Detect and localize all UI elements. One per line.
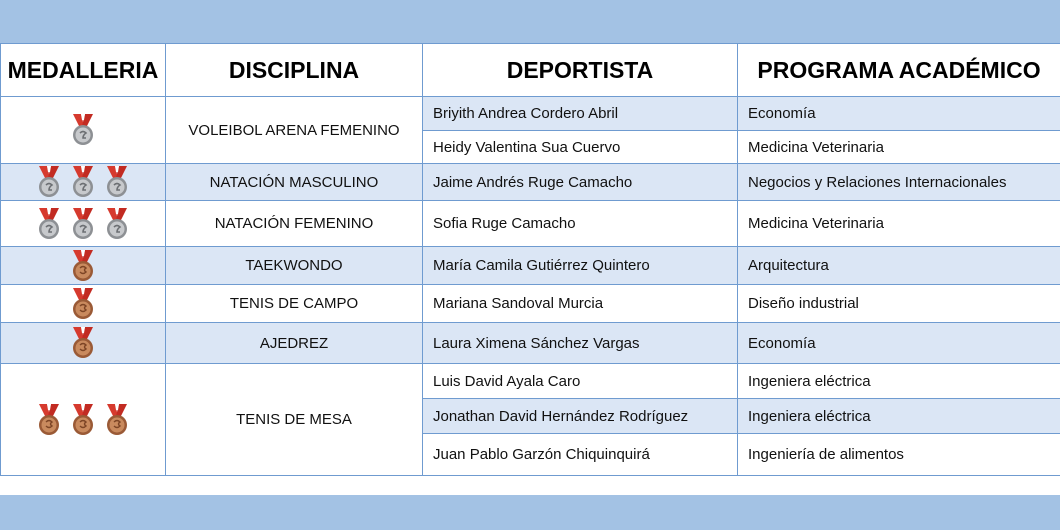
athlete-cell: Mariana Sandoval Murcia	[423, 285, 738, 323]
medal-cell	[1, 323, 166, 364]
table-row	[1, 364, 1060, 399]
discipline-cell: AJEDREZ	[166, 323, 423, 364]
silver-medal-icon	[36, 208, 62, 240]
table-row	[1, 97, 1060, 131]
discipline-cell: TAEKWONDO	[166, 247, 423, 285]
bronze-medal-icon	[70, 404, 96, 436]
bronze-medal-icon	[70, 288, 96, 320]
athlete-cell: Laura Ximena Sánchez Vargas	[423, 323, 738, 364]
table-row	[1, 164, 1060, 201]
athlete-cell: Sofia Ruge Camacho	[423, 201, 738, 247]
discipline-cell: NATACIÓN FEMENINO	[166, 201, 423, 247]
athlete-cell: Heidy Valentina Sua Cuervo	[423, 131, 738, 164]
bronze-medal-icon	[70, 327, 96, 359]
medal-cell	[1, 201, 166, 247]
table-row	[1, 247, 1060, 285]
discipline-cell: TENIS DE MESA	[166, 364, 423, 476]
medal-cell	[1, 97, 166, 164]
medal-cell	[1, 364, 166, 476]
program-cell: Medicina Veterinaria	[738, 201, 1060, 247]
discipline-cell: NATACIÓN MASCULINO	[166, 164, 423, 201]
program-cell: Negocios y Relaciones Internacionales	[738, 164, 1060, 201]
program-cell: Arquitectura	[738, 247, 1060, 285]
program-cell: Diseño industrial	[738, 285, 1060, 323]
silver-medal-icon	[104, 166, 130, 198]
medal-cell	[1, 164, 166, 201]
header-medalleria: MEDALLERIA	[1, 44, 166, 97]
athlete-cell: María Camila Gutiérrez Quintero	[423, 247, 738, 285]
header-deportista: DEPORTISTA	[423, 44, 738, 97]
table-row	[1, 201, 1060, 247]
athlete-cell: Jaime Andrés Ruge Camacho	[423, 164, 738, 201]
program-cell: Economía	[738, 323, 1060, 364]
medal-cell	[1, 247, 166, 285]
athlete-cell: Luis David Ayala Caro	[423, 364, 738, 399]
table-row	[1, 285, 1060, 323]
header-row	[1, 44, 1060, 97]
header-disciplina: DISCIPLINA	[166, 44, 423, 97]
table-row	[1, 323, 1060, 364]
athlete-cell: Briyith Andrea Cordero Abril	[423, 97, 738, 131]
bronze-medal-icon	[104, 404, 130, 436]
silver-medal-icon	[70, 114, 96, 146]
silver-medal-icon	[104, 208, 130, 240]
medal-table	[0, 43, 1060, 476]
program-cell: Ingeniera eléctrica	[738, 364, 1060, 399]
program-cell: Ingeniería de alimentos	[738, 434, 1060, 476]
header-programa: PROGRAMA ACADÉMICO	[738, 44, 1060, 97]
medal-cell	[1, 285, 166, 323]
program-cell: Ingeniera eléctrica	[738, 399, 1060, 434]
bronze-medal-icon	[36, 404, 62, 436]
bronze-medal-icon	[70, 250, 96, 282]
silver-medal-icon	[70, 166, 96, 198]
silver-medal-icon	[70, 208, 96, 240]
discipline-cell: TENIS DE CAMPO	[166, 285, 423, 323]
athlete-cell: Juan Pablo Garzón Chiquinquirá	[423, 434, 738, 476]
silver-medal-icon	[36, 166, 62, 198]
program-cell: Economía	[738, 97, 1060, 131]
discipline-cell: VOLEIBOL ARENA FEMENINO	[166, 97, 423, 164]
medal-table-panel	[0, 43, 1060, 495]
athlete-cell: Jonathan David Hernández Rodríguez	[423, 399, 738, 434]
program-cell: Medicina Veterinaria	[738, 131, 1060, 164]
